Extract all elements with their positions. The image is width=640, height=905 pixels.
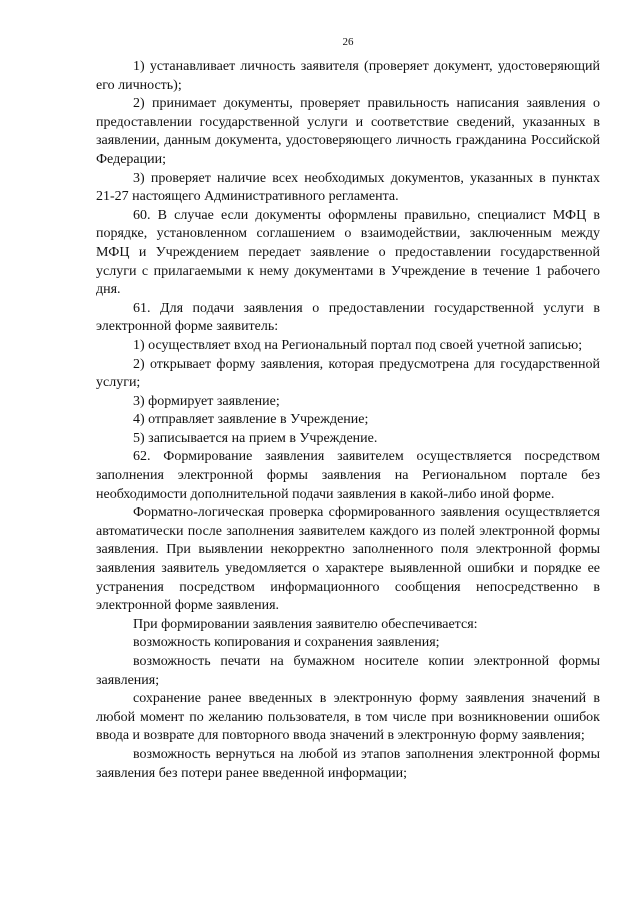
paragraph: 61. Для подачи заявления о предоставлении государственной услуги в электронной форме заявитель: — [96, 300, 600, 335]
paragraph: 1) устанавливает личность заявителя (проверяет документ, удостоверяющий его личность); — [96, 59, 600, 93]
paragraph: возможность копирования и сохранения заявления; — [133, 635, 440, 651]
paragraph: 3) проверяет наличие всех необходимых документов, указанных в пунктах 21-27 настоящего Административного регламента. — [96, 170, 600, 205]
paragraph: 5) записывается на прием в Учреждение. — [133, 430, 378, 446]
paragraph: возможность печати на бумажном носителе копии электронной формы заявления; — [96, 654, 600, 688]
paragraph: При формировании заявления заявителю обеспечивается: — [133, 616, 478, 632]
page-number: 26 — [342, 36, 354, 48]
paragraph: 3) формирует заявление; — [133, 393, 280, 409]
paragraph: возможность вернуться на любой из этапов заполнения электронной формы заявления без потери ранее введенной информации; — [96, 746, 600, 781]
document-body — [96, 58, 600, 783]
paragraph: 60. В случае если документы оформлены правильно, специалист МФЦ в порядке, установленном соглашением о взаимодействии, заключенным между МФЦ и Учреждением передает заявление о предоставлении государственной услуги с прилагаемыми к нему документами в Учреждение в течение 1 рабочего дня. — [96, 207, 600, 298]
paragraph: 1) осуществляет вход на Региональный портал под своей учетной записью; — [133, 337, 583, 353]
paragraph: 2) принимает документы, проверяет правильность написания заявления о предоставлении государственной услуги и соответствие сведений, указанных в заявлении, данным документа, удостоверяющего личность гражданина Российской Федерации; — [96, 96, 600, 167]
paragraph: 4) отправляет заявление в Учреждение; — [133, 412, 369, 428]
paragraph: 2) открывает форму заявления, которая предусмотрена для государственной услуги; — [96, 356, 600, 391]
paragraph: сохранение ранее введенных в электронную форму заявления значений в любой момент по желанию пользователя, в том числе при возникновении ошибок ввода и возврате для повторного ввода значений в электронную форму заявления; — [96, 691, 600, 744]
paragraph: 62. Формирование заявления заявителем осуществляется посредством заполнения электронной формы заявления на Региональном портале без необходимости дополнительной подачи заявления в какой-либо иной форме. — [96, 449, 600, 502]
paragraph: Форматно-логическая проверка сформированного заявления осуществляется автоматически после заполнения заявителем каждого из полей электронной формы заявления. При выявлении некорректно заполненного поля электронной формы заявления заявитель уведомляется о характере выявленной ошибки и порядке ее устранения посредством информационного сообщения непосредственно в электронной форме заявления. — [96, 505, 600, 614]
